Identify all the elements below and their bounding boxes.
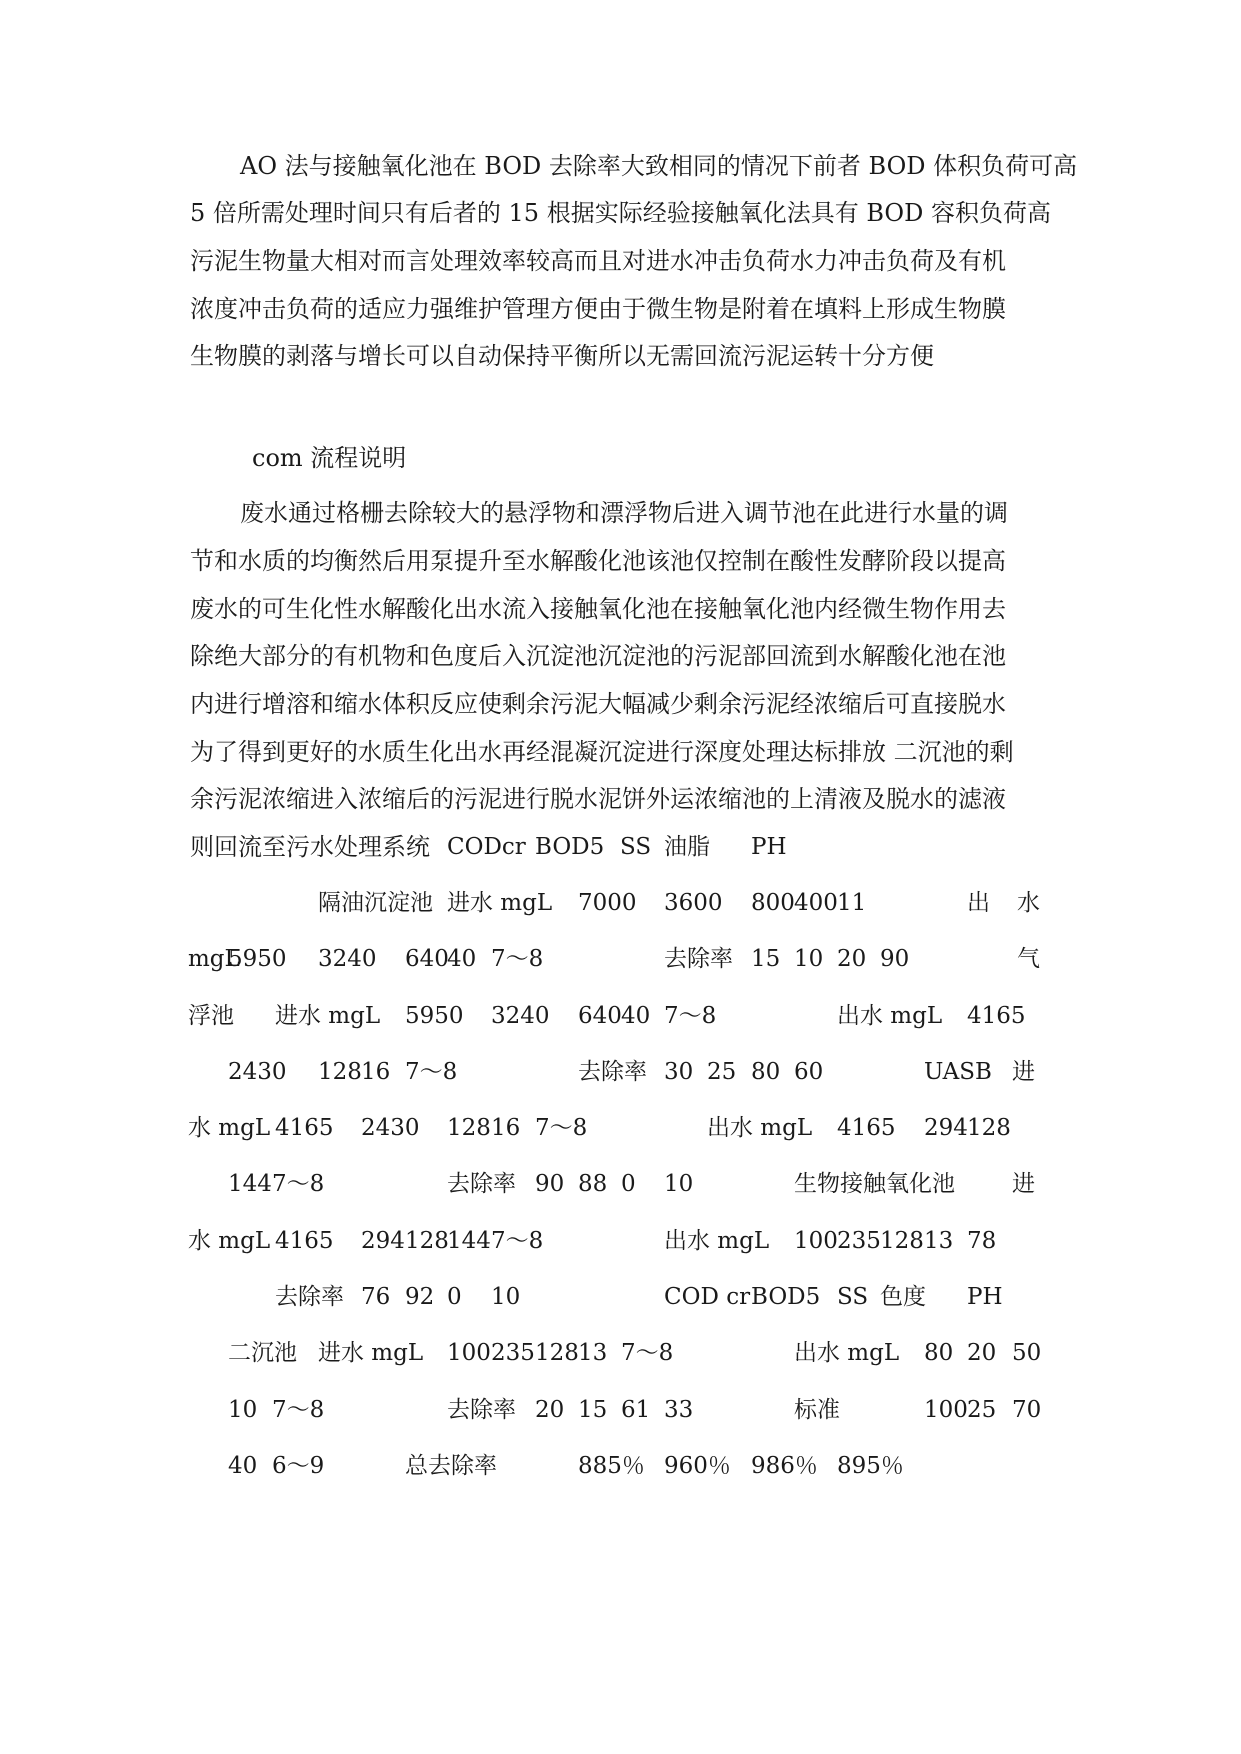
table-cell: 13 [578,1340,608,1366]
table-cell: 640 [578,1003,622,1029]
table-cell: UASB [924,1059,992,1085]
table-cell: 76 [361,1284,391,1310]
table-cell: PH [751,834,787,860]
table-cell: 90 [535,1171,565,1197]
table-cell: 出 [967,890,990,916]
table-cell: 4165 [837,1115,896,1141]
table-cell: 235 [837,1228,881,1254]
table-cell: 4165 [967,1003,1026,1029]
table-cell: 色度 [880,1284,926,1310]
table-cell: 进 [1012,1171,1035,1197]
table-cell: 去除率 [447,1397,516,1423]
table-cell: 16 [491,1115,521,1141]
paragraph-line: 废水通过格栅去除较大的悬浮物和漂浮物后进入调节池在此进行水量的调 [240,499,1008,527]
table-cell: 7000 [578,890,637,916]
table-cell: mgL [188,946,240,972]
table-cell: 90 [880,946,910,972]
table-cell: 水 mgL [188,1115,271,1141]
table-cell: 水 mgL [188,1228,271,1254]
table-cell: 隔油沉淀池 [318,890,433,916]
paragraph-line: 浓度冲击负荷的适应力强维护管理方便由于微生物是附着在填料上形成生物膜 [190,295,1006,323]
table-cell: 10 [794,946,824,972]
paragraph-line: 内进行增溶和缩水体积反应使剩余污泥大幅减少剩余污泥经浓缩后可直接脱水 [190,690,1006,718]
table-cell: 生物接触氧化池 [794,1171,955,1197]
table-cell: 进水 mgL [447,890,553,916]
table-cell: 标准 [794,1397,840,1423]
table-cell: 640 [405,946,449,972]
table-cell: 5950 [228,946,287,972]
table-cell: 10 [664,1171,694,1197]
table-cell: 128 [447,1115,491,1141]
table-cell: 80 [751,1059,781,1085]
table-cell: 11 [837,890,867,916]
table-cell: 3240 [491,1003,550,1029]
section-heading: com 流程说明 [252,444,407,472]
table-cell: 61 [621,1397,651,1423]
table-cell: COD cr [664,1284,751,1310]
paragraph-line: AO 法与接触氧化池在 BOD 去除率大致相同的情况下前者 BOD 体积负荷可高 [240,152,1078,180]
table-cell: 水 [1017,890,1040,916]
table-cell: 7～8 [491,1228,544,1254]
table-cell: 30 [664,1059,694,1085]
table-cell: 144 [447,1228,491,1254]
table-cell: 4165 [275,1228,334,1254]
table-cell: 出水 mgL [837,1003,943,1029]
table-cell: 13 [924,1228,954,1254]
table-cell: 0 [447,1284,462,1310]
paragraph-line: 则回流至污水处理系统 [190,833,430,861]
table-cell: 去除率 [275,1284,344,1310]
table-cell: 6～9 [272,1453,325,1479]
table-cell: 128 [880,1228,924,1254]
table-cell: 3600 [664,890,723,916]
table-cell: 气 [1017,946,1040,972]
table-cell: 20 [837,946,867,972]
paragraph-line: 5 倍所需处理时间只有后者的 15 根据实际经验接触氧化法具有 BOD 容积负荷高 [190,199,1051,227]
table-cell: 0 [621,1171,636,1197]
table-cell: 去除率 [664,946,733,972]
table-cell: 去除率 [447,1171,516,1197]
paragraph-line: 废水的可生化性水解酸化出水流入接触氧化池在接触氧化池内经微生物作用去 [190,595,1006,623]
table-cell: 去除率 [578,1059,647,1085]
table-cell: 294 [361,1228,405,1254]
table-cell: 进水 mgL [318,1340,424,1366]
table-cell: 88 [578,1171,608,1197]
table-cell: 100 [794,1228,838,1254]
table-cell: BOD5 [535,834,605,860]
table-cell: SS [620,834,652,860]
table-cell: 144 [228,1171,272,1197]
table-cell: SS [837,1284,869,1310]
table-cell: 40 [447,946,477,972]
table-cell: 进水 mgL [275,1003,381,1029]
table-cell: 92 [405,1284,435,1310]
paragraph-line: 余污泥浓缩进入浓缩后的污泥进行脱水泥饼外运浓缩池的上清液及脱水的滤液 [190,785,1006,813]
table-cell: 7～8 [664,1003,717,1029]
table-cell: 10 [491,1284,521,1310]
table-cell: 800 [751,890,795,916]
table-cell: 294 [924,1115,968,1141]
paragraph-line: 生物膜的剥落与增长可以自动保持平衡所以无需回流污泥运转十分方便 [190,342,934,370]
table-cell: 油脂 [664,834,710,860]
table-cell: 885％ [578,1453,645,1479]
table-cell: 7～8 [272,1171,325,1197]
table-cell: 25 [707,1059,737,1085]
table-cell: 15 [751,946,781,972]
table-cell: 7～8 [535,1115,588,1141]
table-cell: 40 [621,1003,651,1029]
paragraph-line: 为了得到更好的水质生化出水再经混凝沉淀进行深度处理达标排放 二沉池的剩 [190,738,1014,766]
table-cell: 960％ [664,1453,731,1479]
table-cell: 40 [228,1453,258,1479]
table-cell: 出水 mgL [707,1115,813,1141]
table-cell: 60 [794,1059,824,1085]
table-cell: 4165 [275,1115,334,1141]
table-cell: CODcr [447,834,526,860]
table-cell: 总去除率 [405,1453,497,1479]
table-cell: 128 [967,1115,1011,1141]
table-cell: PH [967,1284,1003,1310]
table-cell: 2430 [361,1115,420,1141]
table-cell: 10 [228,1397,258,1423]
table-cell: 100 [447,1340,491,1366]
table-cell: 400 [794,890,838,916]
table-cell: 20 [535,1397,565,1423]
table-cell: 986％ [751,1453,818,1479]
table-cell: 2430 [228,1059,287,1085]
table-cell: 20 [967,1340,997,1366]
table-cell: 7～8 [405,1059,458,1085]
table-cell: 7～8 [272,1397,325,1423]
table-cell: 15 [578,1397,608,1423]
table-cell: 出水 mgL [794,1340,900,1366]
table-cell: 3240 [318,946,377,972]
paragraph-line: 污泥生物量大相对而言处理效率较高而且对进水冲击负荷水力冲击负荷及有机 [190,247,1006,275]
table-cell: 70 [1012,1397,1042,1423]
table-cell: 100 [924,1397,968,1423]
table-cell: 16 [361,1059,391,1085]
table-cell: 5950 [405,1003,464,1029]
table-cell: 895％ [837,1453,904,1479]
table-cell: 7～8 [491,946,544,972]
table-cell: 25 [967,1397,997,1423]
table-cell: 浮池 [188,1003,234,1029]
table-cell: BOD5 [751,1284,821,1310]
table-cell: 80 [924,1340,954,1366]
table-cell: 7～8 [621,1340,674,1366]
table-cell: 78 [967,1228,997,1254]
table-cell: 出水 mgL [664,1228,770,1254]
paragraph-line: 节和水质的均衡然后用泵提升至水解酸化池该池仅控制在酸性发酵阶段以提高 [190,547,1006,575]
table-cell: 128 [535,1340,579,1366]
table-cell: 128 [318,1059,362,1085]
table-cell: 进 [1012,1059,1035,1085]
table-cell: 二沉池 [228,1340,297,1366]
table-cell: 50 [1012,1340,1042,1366]
table-cell: 235 [491,1340,535,1366]
table-cell: 128 [405,1228,449,1254]
table-cell: 33 [664,1397,694,1423]
paragraph-line: 除绝大部分的有机物和色度后入沉淀池沉淀池的污泥部回流到水解酸化池在池 [190,642,1006,670]
